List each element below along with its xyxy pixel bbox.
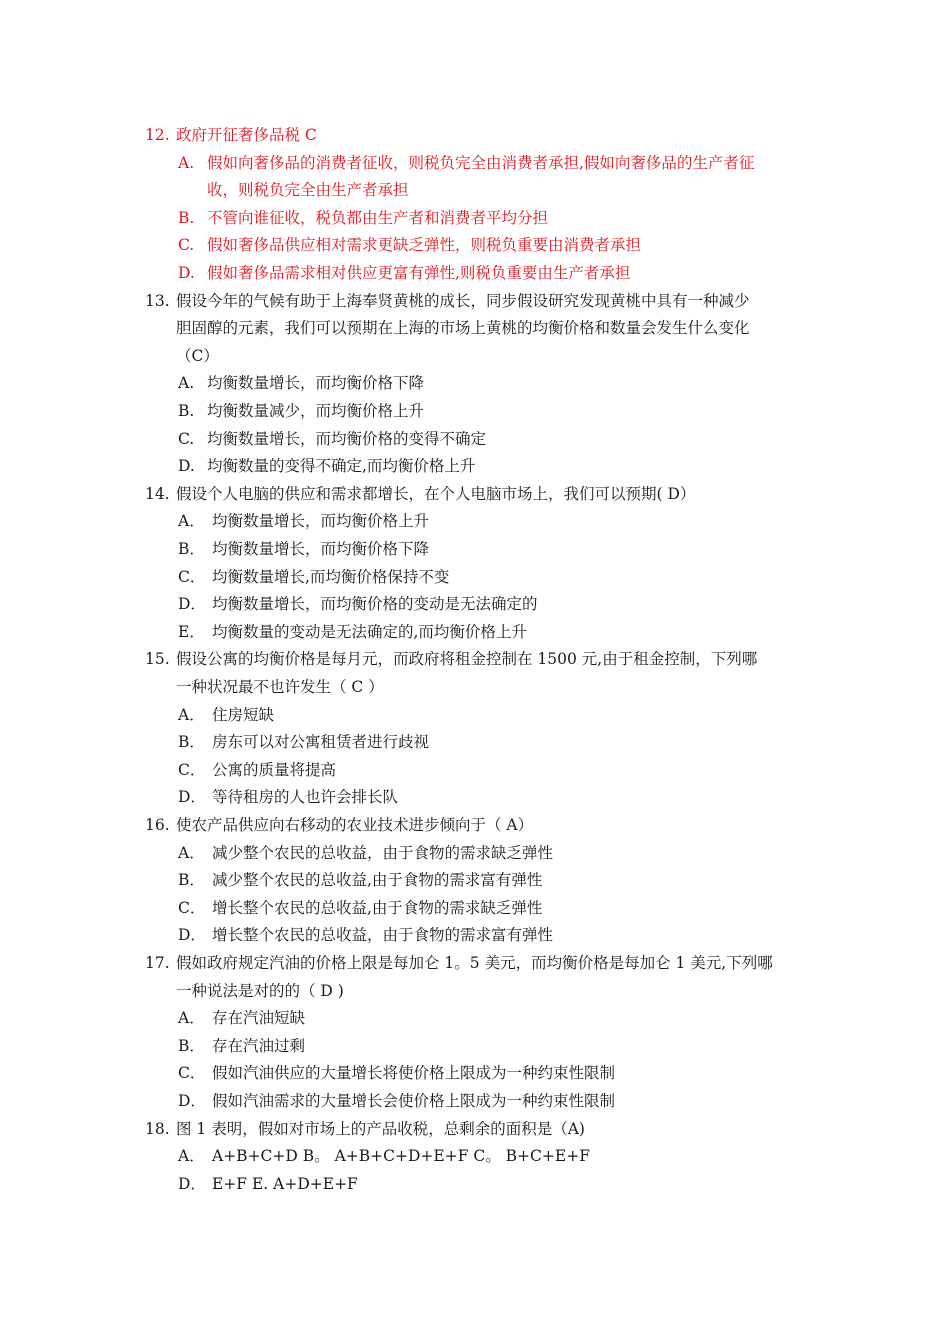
question-stem-line: 政府开征奢侈品税 C [176, 126, 317, 144]
option-text-line: 假如汽油供应的大量增长将使价格上限成为一种约束性限制 [212, 1064, 616, 1083]
option-text-line: 住房短缺 [212, 705, 275, 724]
option-label: D． [178, 788, 206, 807]
question-stem-line: 一种说法是对的的（ D ) [176, 981, 344, 1000]
option-text-line: 假如奢侈品需求相对供应更富有弹性,则税负重要由生产者承担 [207, 264, 631, 282]
option-label: B． [178, 871, 205, 890]
option-text-line: 收，则税负完全由生产者承担 [207, 181, 409, 200]
option-text-line: 均衡数量减少，而均衡价格上升 [207, 402, 425, 420]
question-stem-line: 假设个人电脑的供应和需求都增长，在个人电脑市场上，我们可以预期( D） [176, 484, 696, 503]
option-label: D． [178, 926, 206, 945]
option-label: C. [178, 236, 195, 255]
option-label: E． [178, 622, 205, 641]
option-label: A． [178, 1147, 205, 1166]
option-label: D． [178, 1092, 206, 1110]
option-text-line: E+F E. A+D+E+F [212, 1174, 358, 1193]
option-label: D. [178, 457, 195, 476]
question-stem-line: 使农产品供应向右移动的农业技术进步倾向于（ A） [176, 816, 534, 834]
question-stem-line: 假如政府规定汽油的价格上限是每加仑 1。5 美元，而均衡价格是每加仑 1 美元,下列哪 [176, 954, 773, 972]
question-number: 14. [145, 484, 170, 503]
option-label: B． [178, 1036, 205, 1055]
option-text-line: 不管向谁征收，税负都由生产者和消费者平均分担 [207, 208, 549, 227]
option-text-line: 假如奢侈品供应相对需求更缺乏弹性，则税负重要由消费者承担 [207, 236, 642, 255]
option-label: D. [178, 264, 195, 282]
question-stem-line: 假设今年的气候有助于上海奉贤黄桃的成长，同步假设研究发现黄桃中具有一种减少 [176, 291, 750, 310]
question-number: 17. [145, 954, 170, 972]
question-number: 15. [145, 650, 170, 669]
option-text-line: 均衡数量增长，而均衡价格的变得不确定 [207, 429, 487, 448]
option-label: A. [178, 374, 195, 393]
question-stem-line: （C） [176, 346, 219, 365]
option-label: A． [178, 705, 205, 724]
option-text-line: 增长整个农民的总收益,由于食物的需求缺乏弹性 [212, 898, 543, 917]
option-text-line: 均衡数量的变得不确定,而均衡价格上升 [207, 457, 476, 476]
question-stem-line: 胆固醇的元素，我们可以预期在上海的市场上黄桃的均衡价格和数量会发生什么变化 [176, 319, 750, 338]
option-label: C. [178, 429, 195, 448]
option-label: A． [178, 1009, 205, 1028]
question-stem-line: 图 1 表明，假如对市场上的产品收税，总剩余的面积是（A) [176, 1119, 585, 1138]
option-text-line: 均衡数量增长，而均衡价格的变动是无法确定的 [212, 595, 538, 614]
option-text-line: 减少整个农民的总收益，由于食物的需求缺乏弹性 [212, 843, 554, 862]
option-label: D． [178, 595, 206, 614]
option-text-line: 均衡数量的变动是无法确定的,而均衡价格上升 [212, 622, 527, 641]
option-text-line: A+B+C+D B。 A+B+C+D+E+F C。 B+C+E+F [212, 1147, 590, 1166]
option-text-line: 房东可以对公寓租赁者进行歧视 [212, 733, 430, 752]
question-number: 12. [145, 126, 170, 144]
option-label: A． [178, 512, 205, 531]
option-label: B． [178, 540, 205, 558]
option-label: A. [178, 153, 195, 172]
option-label: D． [178, 1174, 206, 1193]
option-text-line: 均衡数量增长，而均衡价格下降 [212, 540, 430, 558]
option-text-line: 存在汽油过剩 [212, 1036, 306, 1055]
option-label: C． [178, 898, 206, 917]
option-text-line: 假如向奢侈品的消费者征收，则税负完全由消费者承担,假如向奢侈品的生产者征 [207, 153, 755, 172]
option-label: C． [178, 567, 206, 586]
option-label: A． [178, 843, 205, 862]
option-label: B． [178, 733, 205, 752]
question-number: 16. [145, 816, 170, 834]
option-text-line: 存在汽油短缺 [212, 1009, 306, 1028]
option-text-line: 均衡数量增长，而均衡价格上升 [212, 512, 430, 531]
question-number: 13. [145, 291, 170, 310]
option-text-line: 公寓的质量将提高 [212, 760, 337, 779]
question-stem-line: 一种状况最不也许发生（ C ） [176, 678, 384, 696]
option-label: C． [178, 760, 206, 779]
option-text-line: 均衡数量增长,而均衡价格保持不变 [212, 567, 450, 586]
question-stem-line: 假设公寓的均衡价格是每月元，而政府将租金控制在 1500 元,由于租金控制，下列哪 [176, 650, 758, 669]
option-text-line: 等待租房的人也许会排长队 [212, 788, 399, 807]
option-label: B. [178, 402, 195, 420]
question-number: 18. [145, 1119, 170, 1138]
option-text-line: 增长整个农民的总收益，由于食物的需求富有弹性 [212, 926, 554, 945]
option-label: B. [178, 208, 195, 227]
option-text-line: 假如汽油需求的大量增长会使价格上限成为一种约束性限制 [212, 1092, 616, 1110]
option-text-line: 减少整个农民的总收益,由于食物的需求富有弹性 [212, 871, 543, 890]
option-label: C． [178, 1064, 206, 1083]
option-text-line: 均衡数量增长，而均衡价格下降 [207, 374, 425, 393]
